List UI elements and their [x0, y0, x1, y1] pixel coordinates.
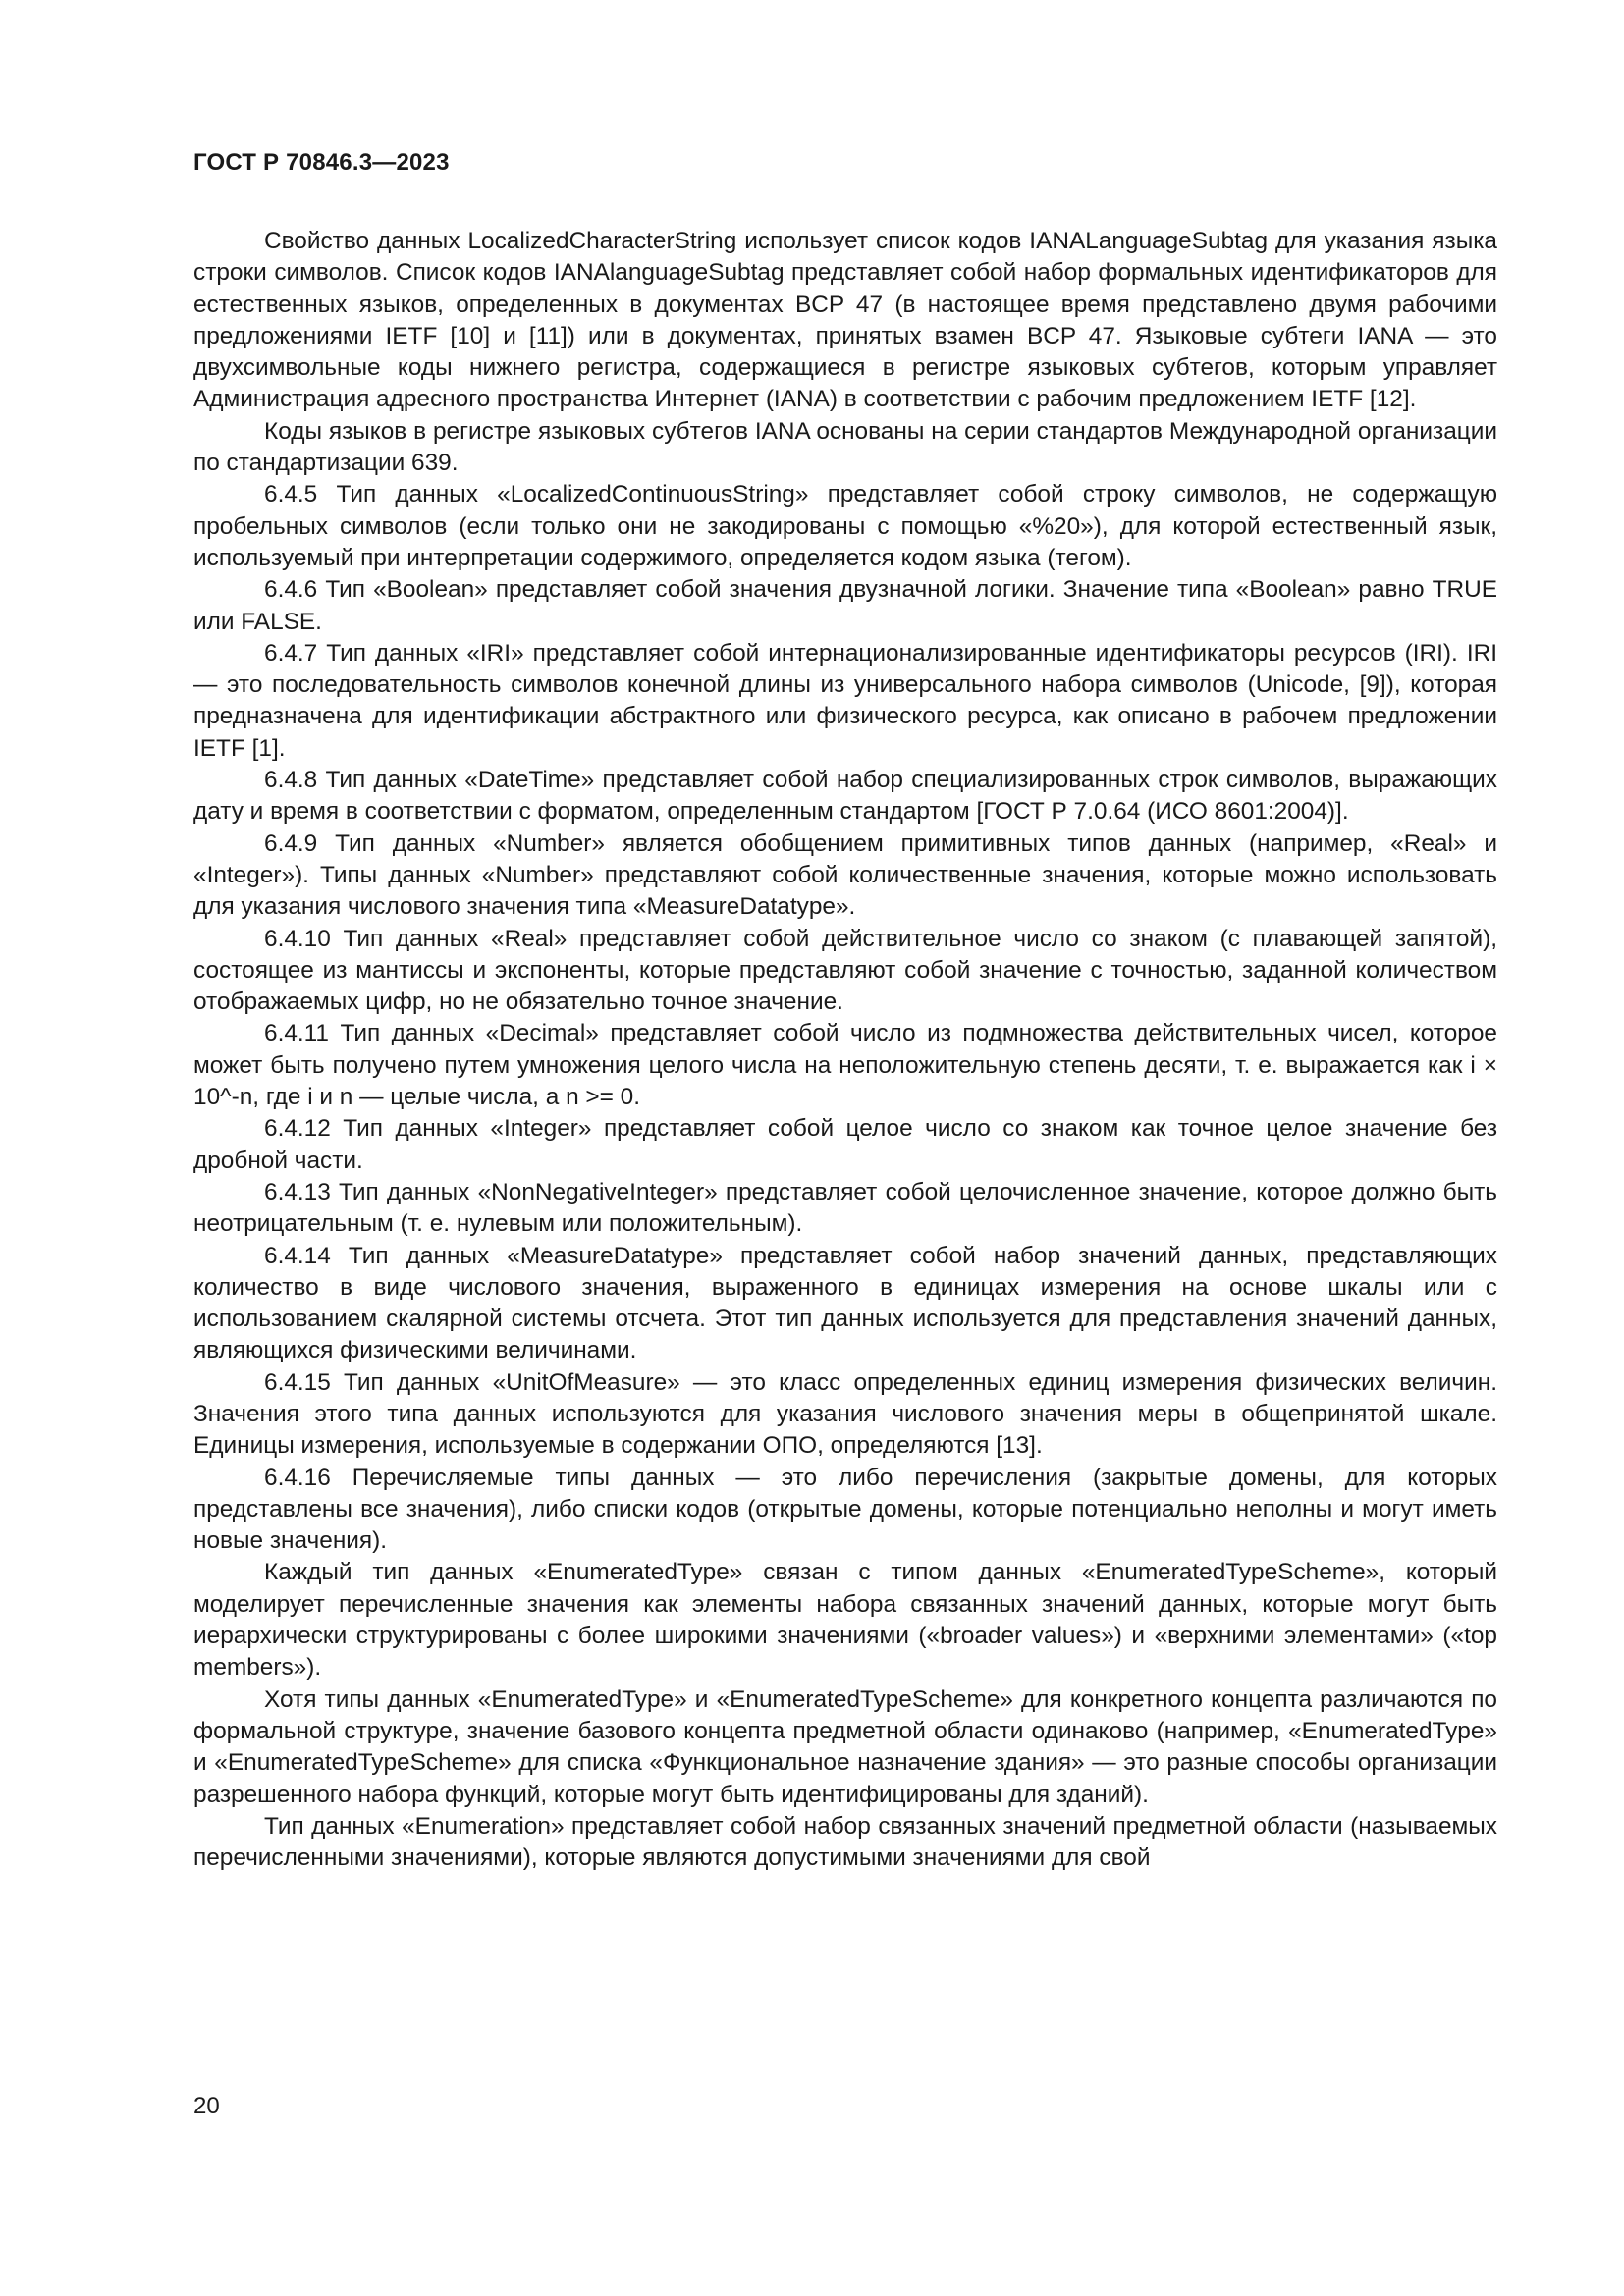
- paragraph-6-4-5: 6.4.5 Тип данных «LocalizedContinuousString» представляет собой строку символов, не содержащую пробельных символов (если только они не закодированы с помощью «%20»), для которой естественный язык, используемый при интерпретации содержимого, определяется кодом языка (тегом).: [193, 481, 1497, 571]
- standard-header: ГОСТ Р 70846.3—2023: [193, 149, 450, 176]
- page-number: 20: [193, 2093, 220, 2119]
- paragraph-6-4-9: 6.4.9 Тип данных «Number» является обобщением примитивных типов данных (например, «Real» и «Integer»). Типы данных «Number» представляют собой количественные значения, которые можно использовать для указания числового значения типа «MeasureDatatype».: [193, 829, 1497, 921]
- paragraph-6-4-16: 6.4.16 Перечисляемые типы данных — это либо перечисления (закрытые домены, для которых представлены все значения), либо списки кодов (открытые домены, которые потенциально неполны и могут иметь новые значения).: [193, 1464, 1497, 1555]
- paragraph-6-4-15: 6.4.15 Тип данных «UnitOfMeasure» — это класс определенных единиц измерения физических величин. Значения этого типа данных используются для указания числового значения меры в общепринятой шкале. Единицы измерения, используемые в содержании ОПО, определяются [13].: [193, 1368, 1497, 1460]
- paragraph-6-4-8: 6.4.8 Тип данных «DateTime» представляет собой набор специализированных строк символов, выражающих дату и время в соответствии с форматом, определенным стандартом [ГОСТ Р 7.0.64 (ИСО 8601:2004)].: [193, 767, 1497, 826]
- paragraph-6-4-14: 6.4.14 Тип данных «MeasureDatatype» представляет собой набор значений данных, представляющих количество в виде числового значения, выраженного в единицах измерения на основе шкалы или с использованием скалярной системы отсчета. Этот тип данных используется для представления значений данных, являющихся физическими величинами.: [193, 1242, 1497, 1364]
- paragraph-localized-character-string: Свойство данных LocalizedCharacterString использует список кодов IANALanguageSubtag для указания языка строки символов. Список кодов IANAlanguageSubtag представляет собой набор формальных идентификаторов для естественных языков, определенных в документах BCP 47 (в настоящее время представлено двумя рабочими предложениями IETF [10] и [11]) или в документах, принятых взамен BCP 47. Языковые субтеги IANA — это двухсимвольные коды нижнего регистра, содержащиеся в регистре языковых субтегов, которым управляет Администрация адресного пространства Интернет (IANA) в соответствии с рабочим предложением IETF [12].: [193, 228, 1497, 413]
- paragraph-6-4-13: 6.4.13 Тип данных «NonNegativeInteger» представляет собой целочисленное значение, которое должно быть неотрицательным (т. е. нулевым или положительным).: [193, 1178, 1497, 1238]
- paragraph-6-4-7: 6.4.7 Тип данных «IRI» представляет собой интернационализированные идентификаторы ресурсов (IRI). IRI — это последовательность символов конечной длины из универсального набора символов (Unicode, [9]), которая предназначена для идентификации абстрактного или физического ресурса, как описано в рабочем предложении IETF [1].: [193, 639, 1497, 762]
- paragraph-enumeration: Тип данных «Enumeration» представляет собой набор связанных значений предметной области (называемых перечисленными значениями), которые являются допустимыми значениями для свой: [193, 1812, 1497, 1872]
- paragraph-6-4-10: 6.4.10 Тип данных «Real» представляет собой действительное число со знаком (с плавающей запятой), состоящее из мантиссы и экспоненты, которые представляют собой значение с точностью, заданной количеством отображаемых цифр, но не обязательно точное значение.: [193, 925, 1497, 1016]
- paragraph-enumerated-type: Каждый тип данных «EnumeratedType» связан с типом данных «EnumeratedTypeScheme», который моделирует перечисленные значения как элементы набора связанных значений данных, которые могут быть иерархически структурированы с более широкими значениями («broader values») и «верхними элементами» («top members»).: [193, 1559, 1497, 1682]
- paragraph-6-4-11: 6.4.11 Тип данных «Decimal» представляет собой число из подмножества действительных чисел, которое может быть получено путем умножения целого числа на неположительную степень десяти, т. е. выражается как i × 10^-n, где i и n — целые числа, а n >= 0.: [193, 1020, 1497, 1111]
- paragraph-iana-language-codes: Коды языков в регистре языковых субтегов IANA основаны на серии стандартов Международной организации по стандартизации 639.: [193, 417, 1497, 477]
- paragraph-enumerated-type-scheme: Хотя типы данных «EnumeratedType» и «EnumeratedTypeScheme» для конкретного концепта различаются по формальной структуре, значение базового концепта предметной области одинаково (например, «EnumeratedType» и «EnumeratedTypeScheme» для списка «Функциональное назначение здания» — это разные способы организации разрешенного набора функций, которые могут быть идентифицированы для зданий).: [193, 1685, 1497, 1808]
- body-text: [193, 226, 1497, 1874]
- paragraph-6-4-12: 6.4.12 Тип данных «Integer» представляет собой целое число со знаком как точное целое значение без дробной части.: [193, 1115, 1497, 1174]
- paragraph-6-4-6: 6.4.6 Тип «Boolean» представляет собой значения двузначной логики. Значение типа «Boolean» равно TRUE или FALSE.: [193, 576, 1497, 635]
